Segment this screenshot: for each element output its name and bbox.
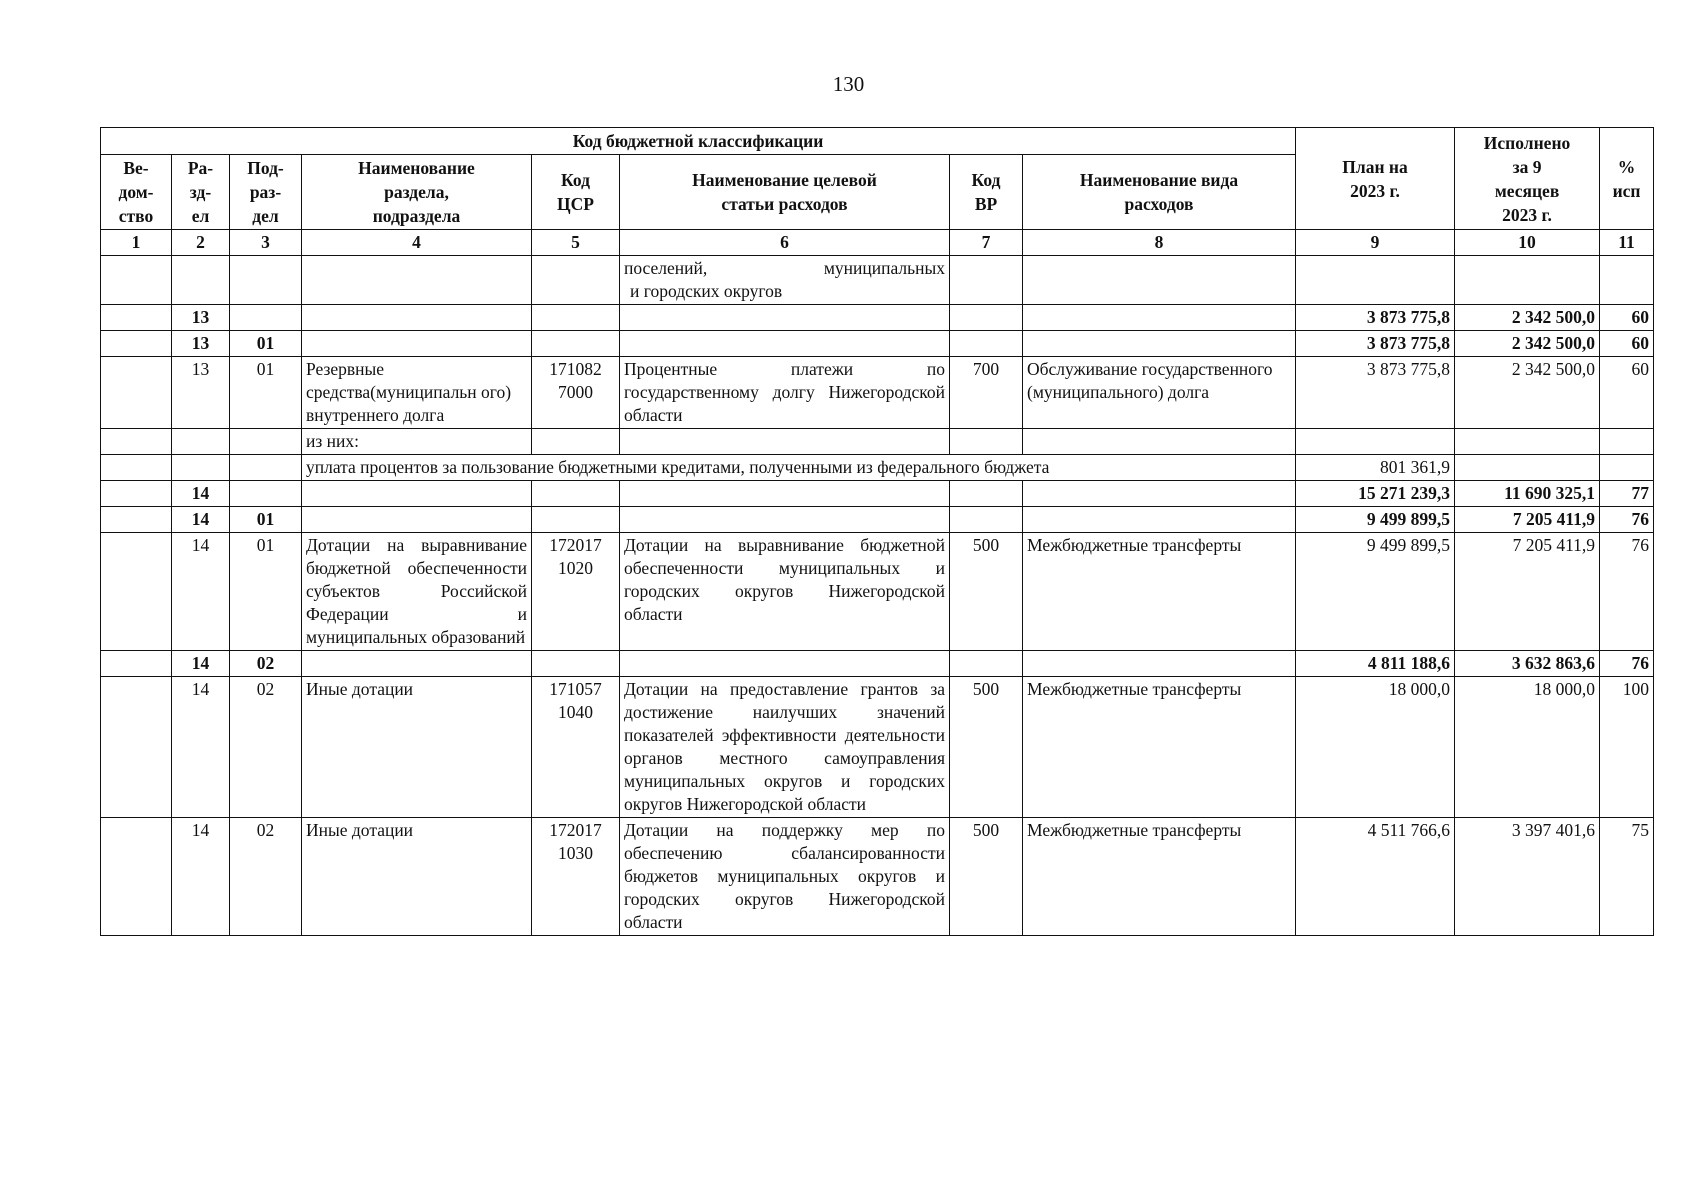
plan-cell: 3 873 775,8 bbox=[1296, 357, 1455, 429]
executed-cell: 18 000,0 bbox=[1455, 677, 1600, 818]
target-cell: поселений, муниципальных и городских округов bbox=[620, 256, 950, 305]
page-number: 130 bbox=[832, 72, 865, 96]
column-number: 2 bbox=[172, 230, 230, 256]
plan-cell: 801 361,9 bbox=[1296, 455, 1455, 481]
percent-cell: 60 bbox=[1600, 331, 1654, 357]
executed-cell: 7 205 411,9 bbox=[1455, 533, 1600, 651]
table-row bbox=[101, 818, 1654, 936]
column-number: 7 bbox=[950, 230, 1023, 256]
kod-csr-cell: 171082 7000 bbox=[532, 357, 620, 429]
percent-cell: 77 bbox=[1600, 481, 1654, 507]
header-executed: Исполнено за 9 месяцев 2023 г. bbox=[1455, 128, 1600, 230]
razdel-cell: 13 bbox=[172, 357, 230, 429]
kod-vr-cell: 500 bbox=[950, 677, 1023, 818]
vid-cell: Межбюджетные трансферты bbox=[1023, 818, 1296, 936]
vid-cell: Межбюджетные трансферты bbox=[1023, 533, 1296, 651]
iz-nih-label: из них: bbox=[302, 429, 532, 455]
podrazdel-cell: 01 bbox=[230, 357, 302, 429]
kod-vr-cell: 500 bbox=[950, 533, 1023, 651]
razdel-cell: 14 bbox=[172, 533, 230, 651]
header-name-razdel: Наименование раздела, подраздела bbox=[302, 155, 532, 230]
executed-cell: 7 205 411,9 bbox=[1455, 507, 1600, 533]
column-number: 1 bbox=[101, 230, 172, 256]
header-group-title: Код бюджетной классификации bbox=[101, 128, 1296, 155]
table-row bbox=[101, 429, 1654, 455]
executed-cell: 11 690 325,1 bbox=[1455, 481, 1600, 507]
column-number: 10 bbox=[1455, 230, 1600, 256]
kod-vr-cell: 700 bbox=[950, 357, 1023, 429]
podrazdel-cell: 01 bbox=[230, 533, 302, 651]
plan-cell: 3 873 775,8 bbox=[1296, 331, 1455, 357]
kod-vr-cell: 500 bbox=[950, 818, 1023, 936]
kod-csr-cell: 171057 1040 bbox=[532, 677, 620, 818]
podrazdel-cell: 02 bbox=[230, 818, 302, 936]
plan-cell: 4 811 188,6 bbox=[1296, 651, 1455, 677]
header-percent: % исп bbox=[1600, 128, 1654, 230]
column-number: 3 bbox=[230, 230, 302, 256]
percent-cell: 76 bbox=[1600, 533, 1654, 651]
header-name-vid: Наименование вида расходов bbox=[1023, 155, 1296, 230]
percent-cell: 60 bbox=[1600, 357, 1654, 429]
kod-csr-cell: 172017 1030 bbox=[532, 818, 620, 936]
plan-cell: 9 499 899,5 bbox=[1296, 507, 1455, 533]
plan-cell: 9 499 899,5 bbox=[1296, 533, 1455, 651]
percent-cell: 60 bbox=[1600, 305, 1654, 331]
column-number: 5 bbox=[532, 230, 620, 256]
executed-cell: 2 342 500,0 bbox=[1455, 331, 1600, 357]
header-razdel: Ра- зд- ел bbox=[172, 155, 230, 230]
plan-cell: 4 511 766,6 bbox=[1296, 818, 1455, 936]
table-row bbox=[101, 455, 1654, 481]
table-row bbox=[101, 331, 1654, 357]
podrazdel-cell: 01 bbox=[230, 331, 302, 357]
percent-cell: 76 bbox=[1600, 507, 1654, 533]
table-row bbox=[101, 507, 1654, 533]
target-cell: Дотации на предоставление грантов за достижение наилучших значений показателей эффективности деятельности органов местного самоуправления муниципальных округов и городских округов Нижегородской области bbox=[620, 677, 950, 818]
razdel-cell: 13 bbox=[172, 331, 230, 357]
razdel-cell: 14 bbox=[172, 481, 230, 507]
name-razdel-cell: Резервные средства(муниципальн ого) внутреннего долга bbox=[302, 357, 532, 429]
vid-cell: Обслуживание государственного (муниципального) долга bbox=[1023, 357, 1296, 429]
razdel-cell: 14 bbox=[172, 507, 230, 533]
plan-cell: 3 873 775,8 bbox=[1296, 305, 1455, 331]
executed-cell: 2 342 500,0 bbox=[1455, 305, 1600, 331]
header-name-target: Наименование целевой статьи расходов bbox=[620, 155, 950, 230]
razdel-cell: 14 bbox=[172, 651, 230, 677]
table-row bbox=[101, 533, 1654, 651]
percent-cell: 75 bbox=[1600, 818, 1654, 936]
column-number: 9 bbox=[1296, 230, 1455, 256]
header-row-group bbox=[101, 128, 1654, 155]
table-row bbox=[101, 481, 1654, 507]
header-kod-vr: Код ВР bbox=[950, 155, 1023, 230]
podrazdel-cell: 01 bbox=[230, 507, 302, 533]
header-kod-csr: Код ЦСР bbox=[532, 155, 620, 230]
table-row bbox=[101, 357, 1654, 429]
razdel-cell: 14 bbox=[172, 818, 230, 936]
table-row bbox=[101, 677, 1654, 818]
column-number: 11 bbox=[1600, 230, 1654, 256]
razdel-cell: 14 bbox=[172, 677, 230, 818]
podrazdel-cell: 02 bbox=[230, 677, 302, 818]
header-plan: План на 2023 г. bbox=[1296, 128, 1455, 230]
target-cell: Дотации на поддержку мер по обеспечению сбалансированности бюджетов муниципальных округов и городских округов Нижегородской области bbox=[620, 818, 950, 936]
note-text: уплата процентов за пользование бюджетными кредитами, полученными из федерального бюджета bbox=[302, 455, 1296, 481]
table-row bbox=[101, 305, 1654, 331]
target-cell: Процентные платежи по государственному долгу Нижегородской области bbox=[620, 357, 950, 429]
executed-cell: 3 397 401,6 bbox=[1455, 818, 1600, 936]
percent-cell: 100 bbox=[1600, 677, 1654, 818]
target-cell: Дотации на выравнивание бюджетной обеспеченности муниципальных и городских округов Нижегородской области bbox=[620, 533, 950, 651]
name-razdel-cell: Иные дотации bbox=[302, 818, 532, 936]
header-podrazdel: Под- раз- дел bbox=[230, 155, 302, 230]
table-row bbox=[101, 651, 1654, 677]
percent-cell: 76 bbox=[1600, 651, 1654, 677]
name-razdel-cell: Дотации на выравнивание бюджетной обеспеченности субъектов Российской Федерации и муниципальных образований bbox=[302, 533, 532, 651]
column-number: 6 bbox=[620, 230, 950, 256]
budget-table bbox=[100, 127, 1654, 936]
column-number: 4 bbox=[302, 230, 532, 256]
razdel-cell: 13 bbox=[172, 305, 230, 331]
executed-cell: 2 342 500,0 bbox=[1455, 357, 1600, 429]
executed-cell: 3 632 863,6 bbox=[1455, 651, 1600, 677]
plan-cell: 18 000,0 bbox=[1296, 677, 1455, 818]
vid-cell: Межбюджетные трансферты bbox=[1023, 677, 1296, 818]
header-vedomstvo: Ве- дом- ство bbox=[101, 155, 172, 230]
plan-cell: 15 271 239,3 bbox=[1296, 481, 1455, 507]
table-row bbox=[101, 256, 1654, 305]
kod-csr-cell: 172017 1020 bbox=[532, 533, 620, 651]
column-number: 8 bbox=[1023, 230, 1296, 256]
name-razdel-cell: Иные дотации bbox=[302, 677, 532, 818]
podrazdel-cell: 02 bbox=[230, 651, 302, 677]
column-number-row bbox=[101, 230, 1654, 256]
